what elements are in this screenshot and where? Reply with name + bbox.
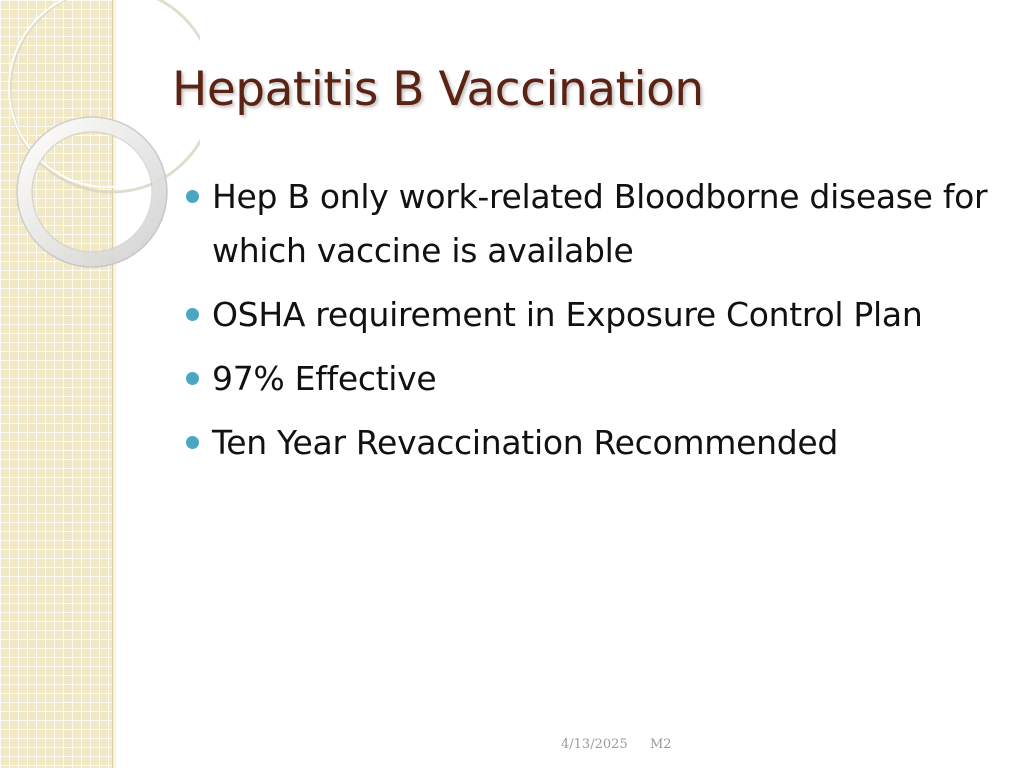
footer-slide-code: M2: [650, 737, 672, 752]
bullet-text: Hep B only work-related Bloodborne disease for which vaccine is available: [212, 177, 988, 270]
bullet-dot-icon: [186, 372, 199, 385]
decorative-circles-graphic: [0, 0, 200, 320]
bullet-list: [180, 170, 1000, 480]
bullet-dot-icon: [186, 190, 199, 203]
bullet-text: OSHA requirement in Exposure Control Plan: [212, 295, 923, 334]
footer-date: 4/13/2025: [561, 737, 628, 752]
bullet-item: [180, 416, 1000, 470]
bullet-item: [180, 288, 1000, 342]
bullet-item: [180, 170, 1000, 278]
slide-title: Hepatitis B Vaccination: [172, 62, 704, 117]
bullet-text: Ten Year Revaccination Recommended: [212, 423, 839, 462]
bullet-dot-icon: [186, 436, 199, 449]
bullet-text: 97% Effective: [212, 359, 437, 398]
bullet-dot-icon: [186, 308, 199, 321]
bullet-item: [180, 352, 1000, 406]
